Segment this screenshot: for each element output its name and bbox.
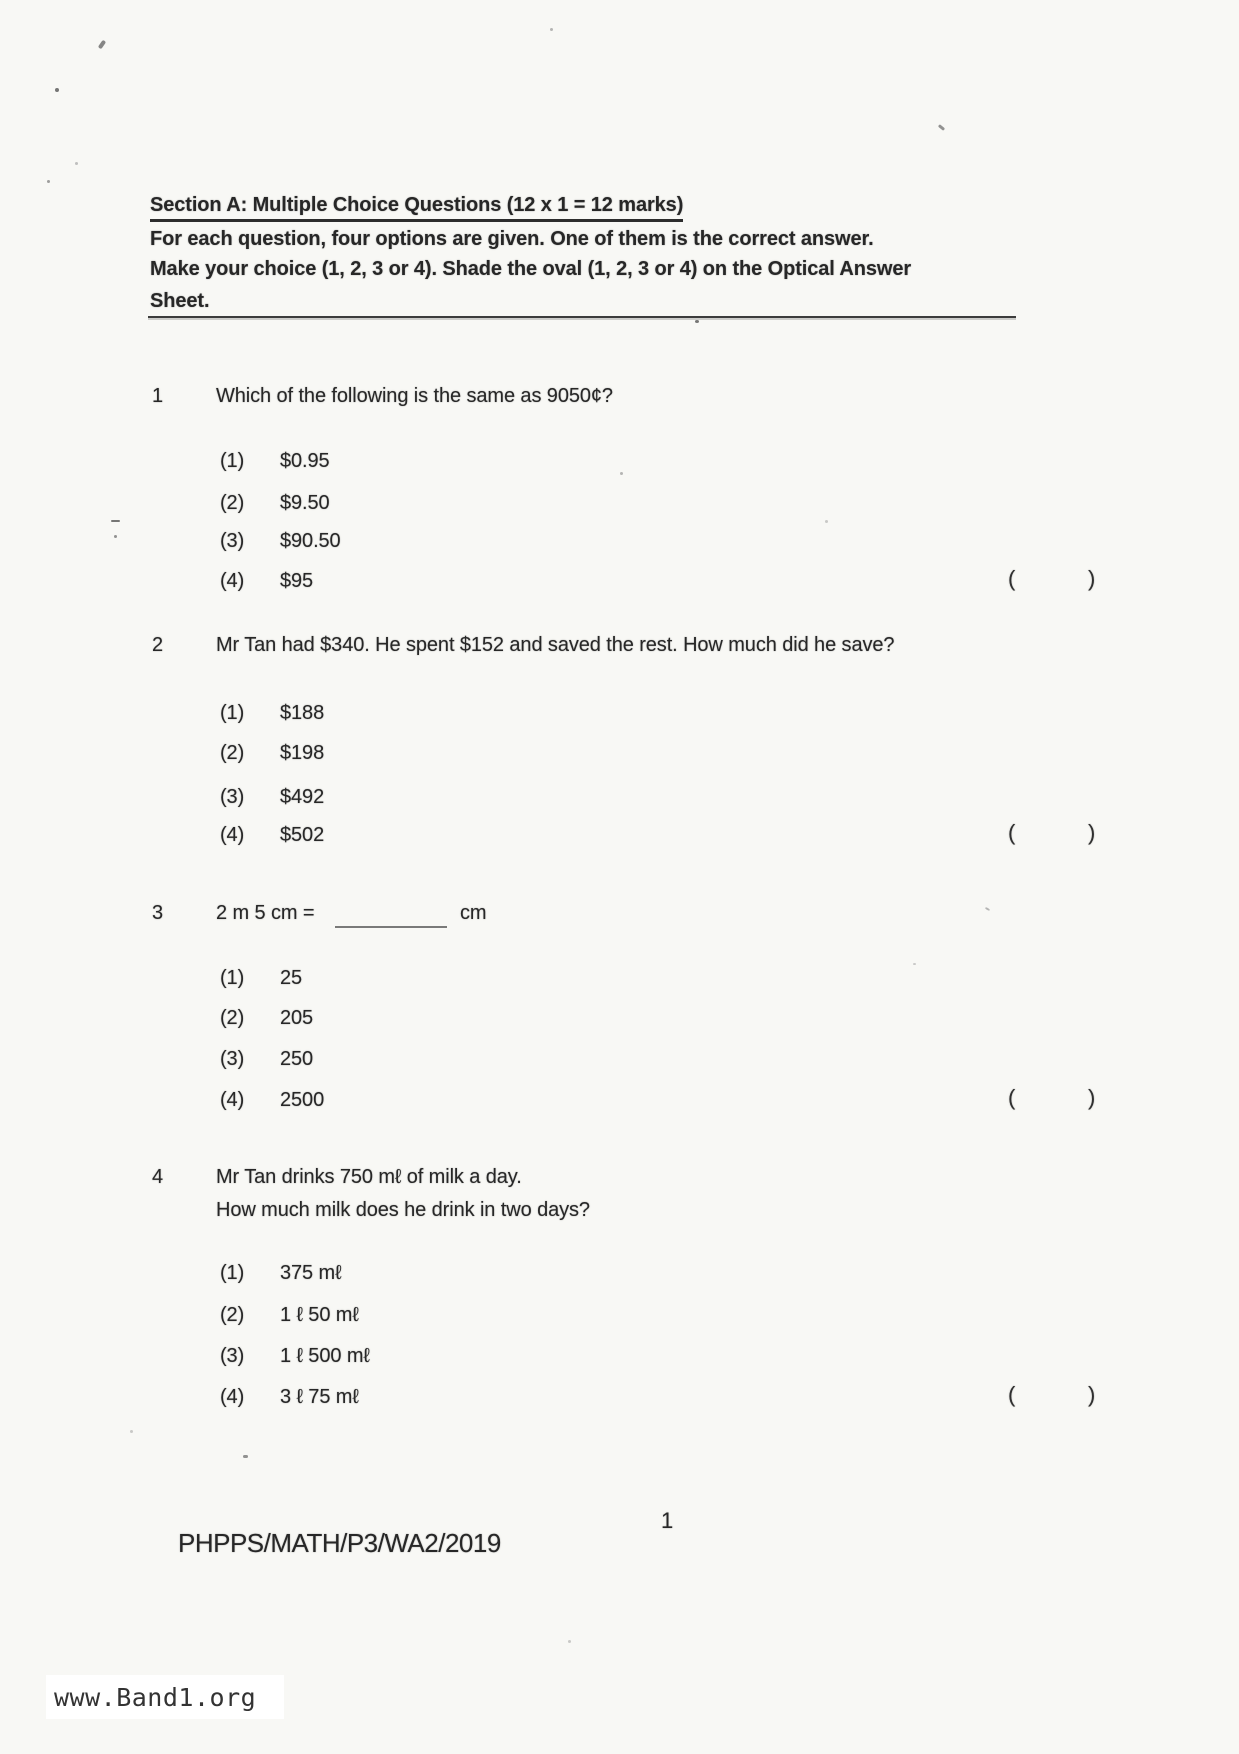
option-label: (2) [220,1304,245,1326]
option-label: (2) [220,742,245,764]
answer-bracket-open: ( [1008,820,1016,845]
question-1 [150,385,1170,615]
scan-speck [98,40,106,50]
option-label: (4) [220,824,245,846]
option-value: $198 [280,742,325,764]
option-value: $492 [280,786,325,808]
instructions-line-3: Sheet. [150,290,210,312]
option-label: (4) [220,1386,245,1408]
question-number: 3 [152,902,164,924]
option-value: 2500 [280,1089,325,1111]
option-label: (4) [220,1089,245,1111]
scan-speck [913,963,916,965]
option-label: (1) [220,450,245,472]
scan-speck [243,1455,248,1458]
option-label: (4) [220,570,245,592]
question-3 [150,902,1170,1137]
scan-speck [47,180,50,183]
section-title: Section A: Multiple Choice Questions (12 x 1 = 12 marks) [150,194,683,222]
question-text: Which of the following is the same as 9050¢? [216,385,613,407]
answer-bracket-open: ( [1008,566,1016,591]
option-value: 25 [280,967,303,989]
scan-speck [111,520,120,522]
option-value: 1 ℓ 500 mℓ [280,1345,370,1367]
option-label: (1) [220,1262,245,1284]
option-value: $95 [280,570,314,592]
option-label: (2) [220,492,245,514]
footer-document-code: PHPPS/MATH/P3/WA2/2019 [178,1528,501,1558]
answer-bracket-close: ) [1088,1382,1096,1407]
option-label: (1) [220,967,245,989]
question-text-line-1: Mr Tan drinks 750 mℓ of milk a day. [216,1166,522,1188]
scan-speck [75,162,78,165]
option-label: (3) [220,1345,245,1367]
question-text: Mr Tan had $340. He spent $152 and saved the rest. How much did he save? [216,634,895,656]
option-label: (1) [220,702,245,724]
answer-bracket-open: ( [1008,1085,1016,1110]
header-divider [148,316,1016,318]
scan-speck [114,535,117,538]
answer-bracket-close: ) [1088,1085,1096,1110]
option-value: $90.50 [280,530,341,552]
scan-speck [620,472,623,475]
answer-bracket-close: ) [1088,820,1096,845]
option-value: 1 ℓ 50 mℓ [280,1304,359,1326]
option-value: 375 mℓ [280,1262,342,1284]
question-4 [150,1166,1170,1431]
option-label: (3) [220,530,245,552]
answer-blank-line [335,926,447,928]
scan-speck [130,1430,133,1433]
question-text-before-blank: 2 m 5 cm = [216,902,315,924]
instructions-line-2: Make your choice (1, 2, 3 or 4). Shade the oval (1, 2, 3 or 4) on the Optical Answer [150,258,912,280]
watermark-url: www.Band1.org [54,1683,257,1712]
question-2 [150,634,1170,869]
option-value: $502 [280,824,325,846]
question-number: 4 [152,1166,164,1188]
instructions-line-1: For each question, four options are given. One of them is the correct answer. [150,228,874,250]
option-label: (2) [220,1007,245,1029]
question-number: 2 [152,634,164,656]
answer-bracket-close: ) [1088,566,1096,591]
question-number: 1 [152,385,164,407]
question-text-after-blank: cm [460,902,487,924]
page-number: 1 [661,1508,674,1533]
option-value: $0.95 [280,450,330,472]
question-text-line-2: How much milk does he drink in two days? [216,1199,590,1221]
option-value: 205 [280,1007,314,1029]
answer-bracket-open: ( [1008,1382,1016,1407]
option-label: (3) [220,786,245,808]
scan-speck [938,124,945,131]
option-value: $9.50 [280,492,330,514]
scan-speck [825,520,828,523]
option-value: 250 [280,1048,314,1070]
option-label: (3) [220,1048,245,1070]
scan-speck [55,88,59,92]
option-value: 3 ℓ 75 mℓ [280,1386,359,1408]
scan-speck [568,1640,571,1643]
option-value: $188 [280,702,325,724]
scan-speck [550,28,553,31]
scan-speck [695,320,699,323]
